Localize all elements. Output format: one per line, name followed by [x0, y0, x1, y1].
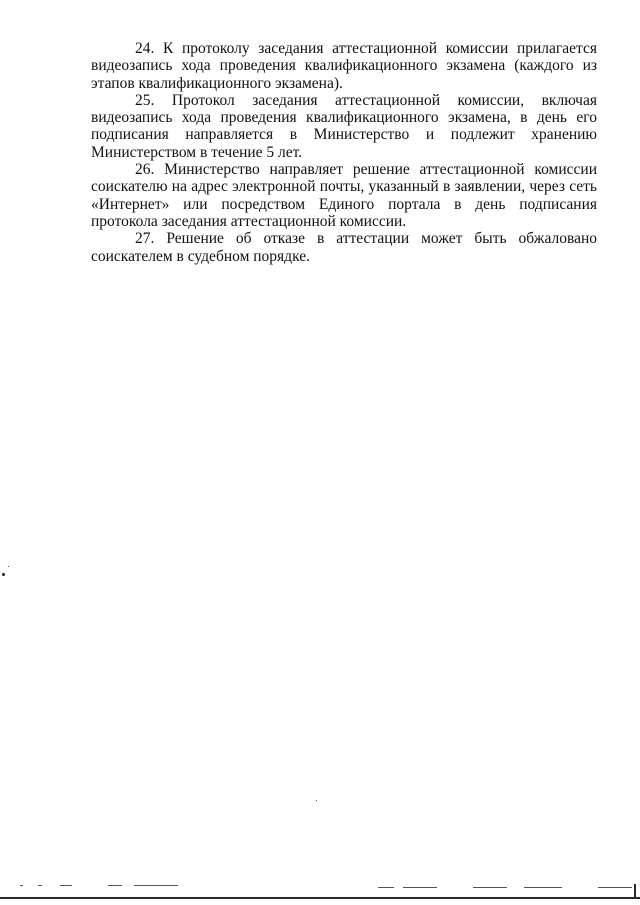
paragraph-25: 25. Протокол заседания аттестационной комиссии, включая видеозапись хода проведения квалификационного экзамена, в день его подписания направляется в Министерство и подлежит хранению Министерством в течение 5 лет. — [91, 91, 597, 161]
scan-mark — [598, 887, 632, 888]
scan-mark — [60, 885, 72, 886]
scan-mark — [20, 885, 23, 886]
scan-mark — [403, 887, 437, 888]
scan-speck — [2, 573, 5, 576]
scan-mark — [134, 885, 178, 886]
paragraph-24: 24. К протоколу заседания аттестационной комиссии прилагается видеозапись хода проведения квалификационного экзамена (каждого из этапов квалификационного экзамена). — [91, 40, 597, 92]
paragraph-27: 27. Решение об отказе в аттестации может быть обжаловано соискателем в судебном порядке. — [91, 230, 597, 265]
scan-mark — [473, 887, 507, 888]
scan-mark — [524, 887, 562, 888]
scan-mark — [108, 885, 122, 886]
scan-mark — [38, 885, 42, 886]
scan-border-edge — [634, 884, 636, 899]
document-body — [91, 40, 597, 265]
scan-mark — [378, 887, 394, 888]
scan-speck — [8, 566, 9, 567]
scan-speck — [316, 800, 317, 801]
scan-border-line — [0, 897, 640, 899]
paragraph-26: 26. Министерство направляет решение аттестационной комиссии соискателю на адрес электронной почты, указанный в заявлении, через сеть «Интернет» или посредством Единого портала в день подписания протокола заседания аттестационной комиссии. — [91, 161, 597, 230]
